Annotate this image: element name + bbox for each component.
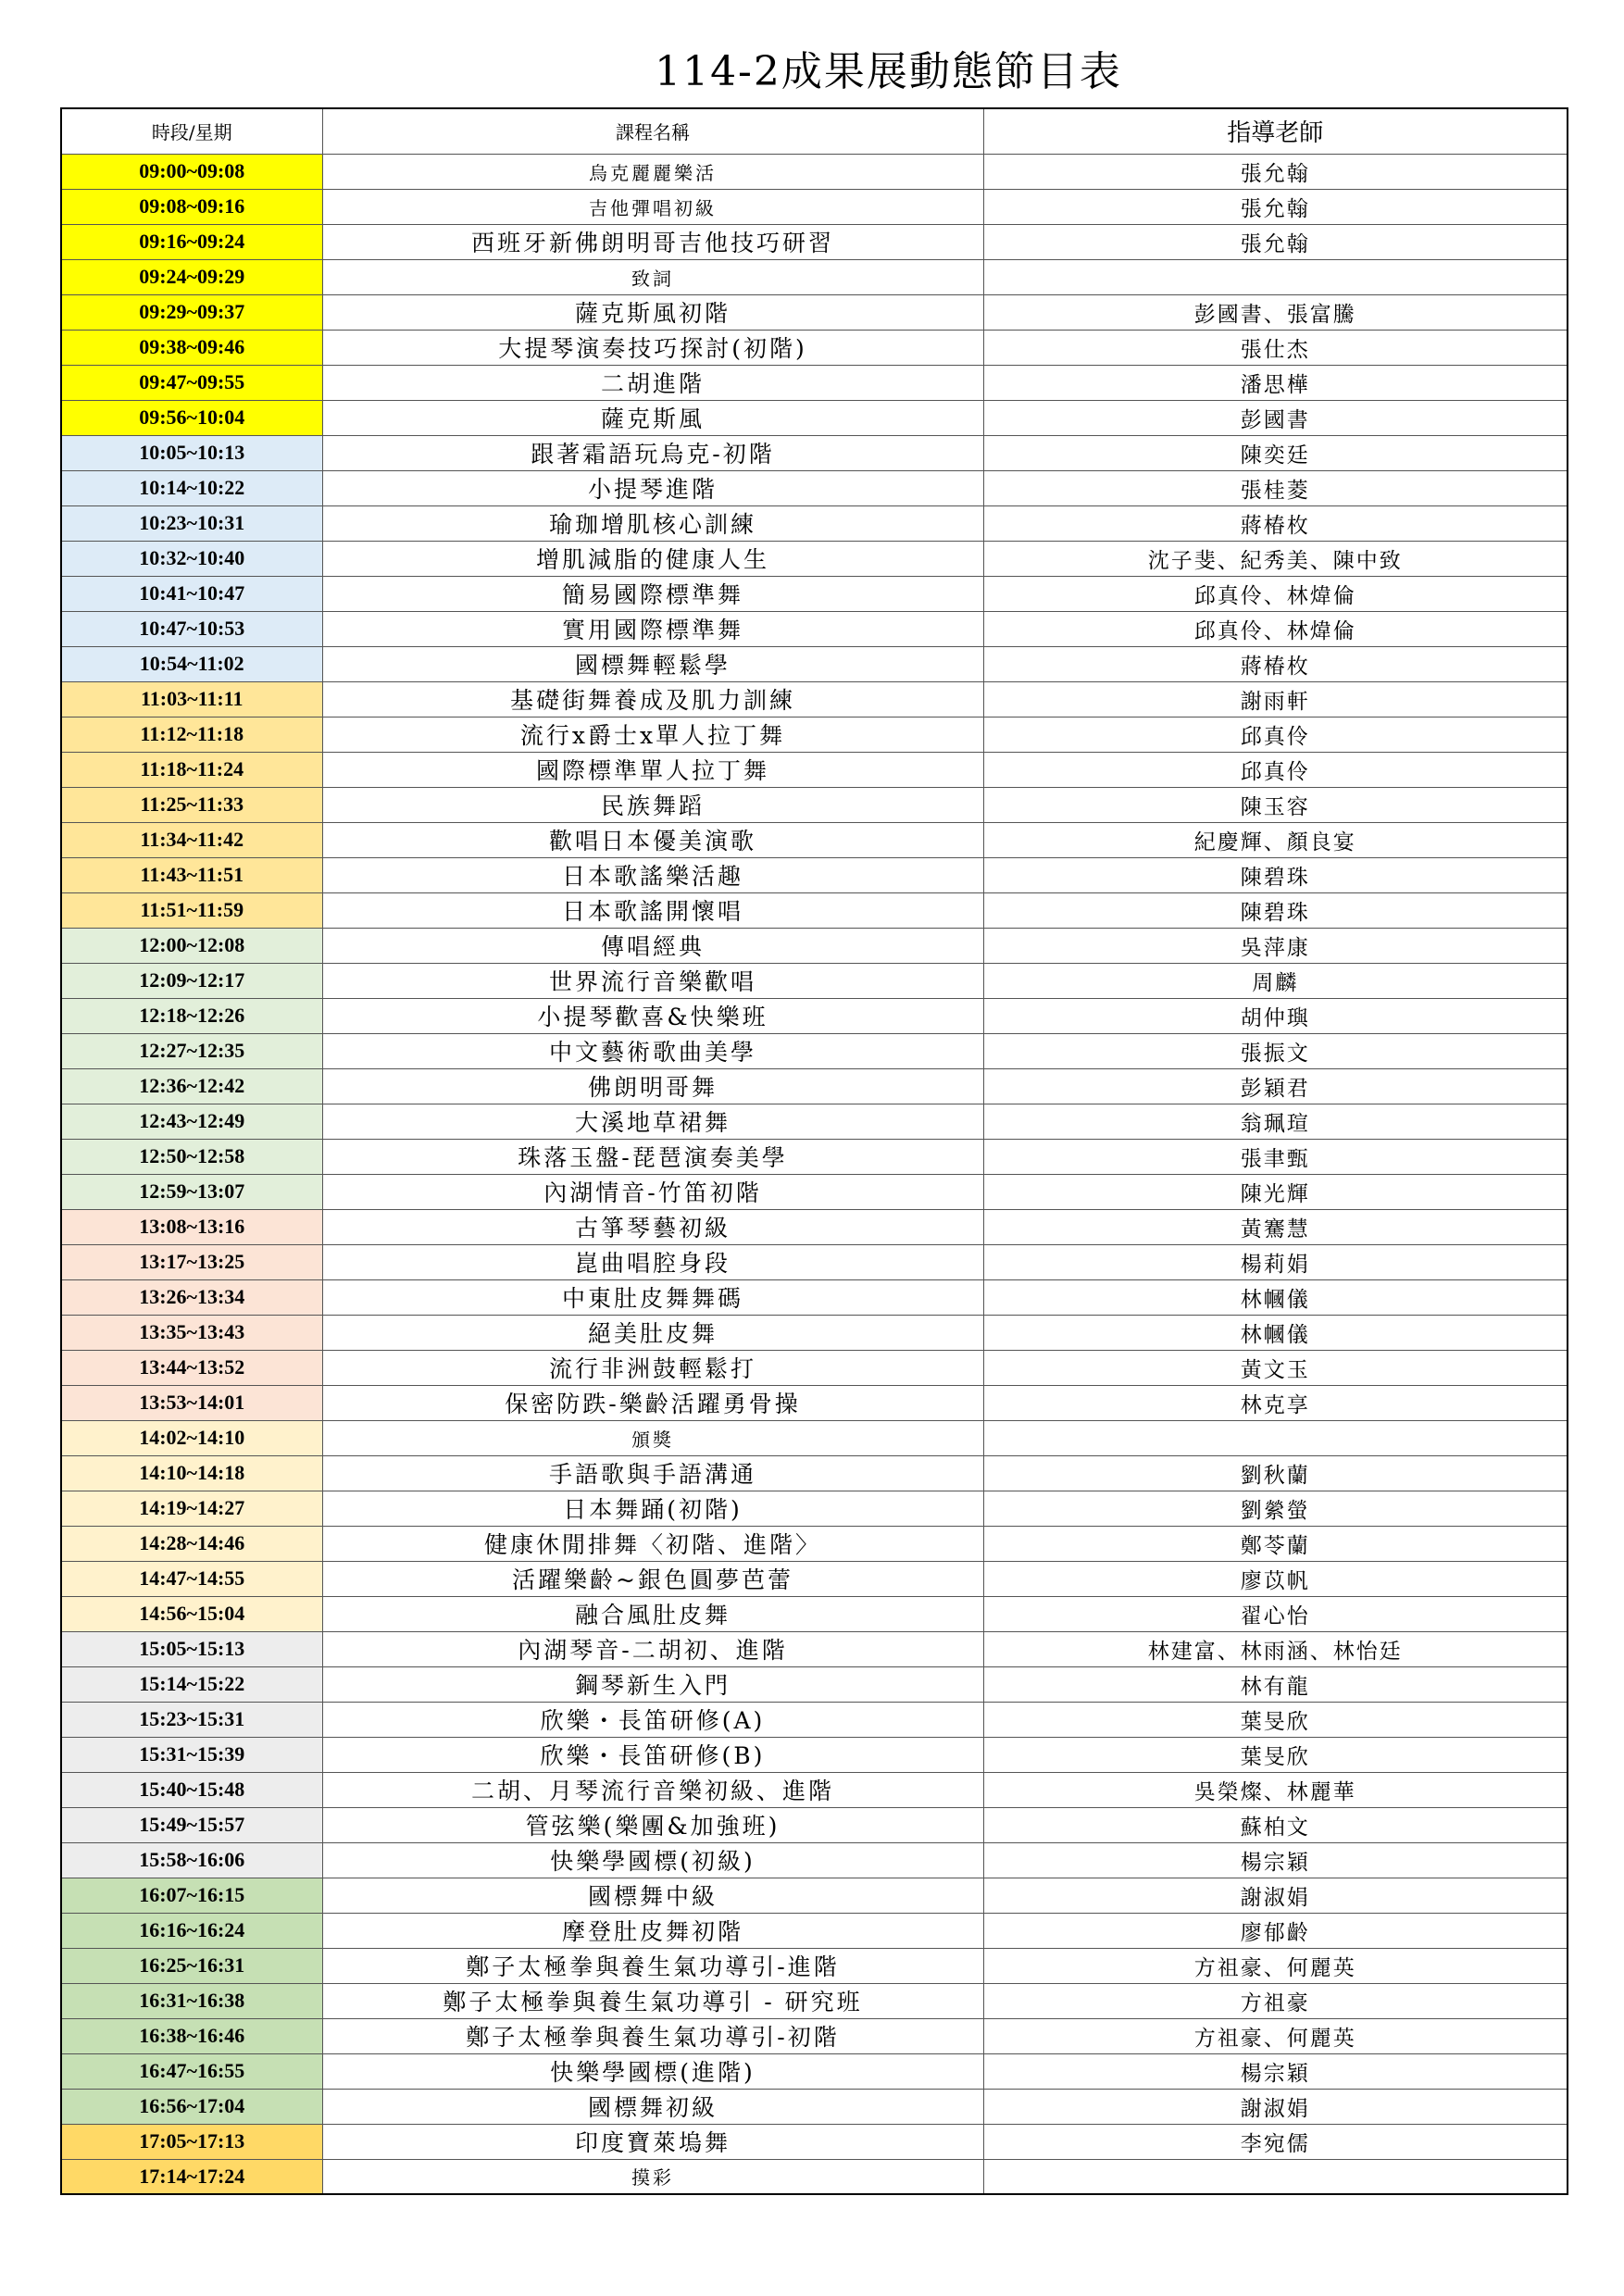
time-slot-cell: 12:43~12:49 [61, 1104, 322, 1139]
table-row [61, 1068, 1568, 1104]
teacher-cell: 彭穎君 [983, 1068, 1568, 1104]
course-name-cell: 融合風肚皮舞 [322, 1596, 983, 1631]
teacher-cell: 黃騫慧 [983, 1209, 1568, 1244]
time-slot-cell: 13:53~14:01 [61, 1385, 322, 1420]
time-slot-cell: 14:10~14:18 [61, 1455, 322, 1491]
course-name-cell: 二胡、月琴流行音樂初級、進階 [322, 1772, 983, 1807]
table-row [61, 2053, 1568, 2089]
table-row [61, 1913, 1568, 1948]
table-row [61, 963, 1568, 998]
course-name-cell: 流行非洲鼓輕鬆打 [322, 1350, 983, 1385]
table-row [61, 787, 1568, 822]
table-row [61, 365, 1568, 400]
course-name-cell: 實用國際標準舞 [322, 611, 983, 646]
teacher-cell: 吳榮燦、林麗華 [983, 1772, 1568, 1807]
course-name-cell: 西班牙新佛朗明哥吉他技巧研習 [322, 224, 983, 259]
course-name-cell: 鄭子太極拳與養生氣功導引 - 研究班 [322, 1983, 983, 2018]
teacher-cell: 翟心怡 [983, 1596, 1568, 1631]
teacher-cell: 劉縈螢 [983, 1491, 1568, 1526]
time-slot-cell: 10:05~10:13 [61, 435, 322, 470]
table-row [61, 1385, 1568, 1420]
course-name-cell: 大溪地草裙舞 [322, 1104, 983, 1139]
course-name-cell: 中東肚皮舞舞碼 [322, 1279, 983, 1315]
time-slot-cell: 09:24~09:29 [61, 259, 322, 294]
table-row [61, 1139, 1568, 1174]
course-name-cell: 健康休閒排舞〈初階、進階〉 [322, 1526, 983, 1561]
teacher-cell: 楊莉娟 [983, 1244, 1568, 1279]
table-row [61, 1948, 1568, 1983]
teacher-cell: 張允翰 [983, 154, 1568, 189]
table-row [61, 892, 1568, 928]
teacher-cell: 邱真伶 [983, 717, 1568, 752]
time-slot-cell: 11:25~11:33 [61, 787, 322, 822]
time-slot-cell: 11:12~11:18 [61, 717, 322, 752]
teacher-cell: 謝雨軒 [983, 681, 1568, 717]
time-slot-cell: 14:02~14:10 [61, 1420, 322, 1455]
table-row [61, 1526, 1568, 1561]
course-name-cell: 二胡進階 [322, 365, 983, 400]
course-name-cell: 中文藝術歌曲美學 [322, 1033, 983, 1068]
time-slot-cell: 16:56~17:04 [61, 2089, 322, 2124]
teacher-cell: 楊宗穎 [983, 1842, 1568, 1878]
teacher-cell: 陳光輝 [983, 1174, 1568, 1209]
time-slot-cell: 09:29~09:37 [61, 294, 322, 330]
time-slot-cell: 13:26~13:34 [61, 1279, 322, 1315]
course-name-cell: 頒獎 [322, 1420, 983, 1455]
time-slot-cell: 13:17~13:25 [61, 1244, 322, 1279]
course-name-cell: 鄭子太極拳與養生氣功導引-初階 [322, 2018, 983, 2053]
header-course: 課程名稱 [322, 108, 983, 154]
header-teacher: 指導老師 [983, 108, 1568, 154]
table-row [61, 1491, 1568, 1526]
course-name-cell: 世界流行音樂歡唱 [322, 963, 983, 998]
table-row [61, 752, 1568, 787]
course-name-cell: 快樂學國標(初級) [322, 1842, 983, 1878]
teacher-cell: 黃文玉 [983, 1350, 1568, 1385]
course-name-cell: 民族舞蹈 [322, 787, 983, 822]
time-slot-cell: 10:23~10:31 [61, 505, 322, 541]
course-name-cell: 大提琴演奏技巧探討(初階) [322, 330, 983, 365]
table-row [61, 1772, 1568, 1807]
course-name-cell: 鄭子太極拳與養生氣功導引-進階 [322, 1948, 983, 1983]
teacher-cell: 鄭苓蘭 [983, 1526, 1568, 1561]
time-slot-cell: 13:08~13:16 [61, 1209, 322, 1244]
table-row [61, 2018, 1568, 2053]
table-row [61, 1842, 1568, 1878]
course-name-cell: 欣樂・長笛研修(A) [322, 1702, 983, 1737]
time-slot-cell: 15:31~15:39 [61, 1737, 322, 1772]
teacher-cell: 楊宗穎 [983, 2053, 1568, 2089]
time-slot-cell: 09:38~09:46 [61, 330, 322, 365]
course-name-cell: 鋼琴新生入門 [322, 1666, 983, 1702]
time-slot-cell: 15:14~15:22 [61, 1666, 322, 1702]
teacher-cell: 李宛儒 [983, 2124, 1568, 2159]
table-row [61, 1983, 1568, 2018]
time-slot-cell: 16:38~16:46 [61, 2018, 322, 2053]
teacher-cell: 邱真伶、林煒倫 [983, 576, 1568, 611]
table-row [61, 189, 1568, 224]
table-body [61, 154, 1568, 2194]
time-slot-cell: 10:54~11:02 [61, 646, 322, 681]
course-name-cell: 摸彩 [322, 2159, 983, 2194]
table-row [61, 1420, 1568, 1455]
course-name-cell: 國標舞初級 [322, 2089, 983, 2124]
time-slot-cell: 14:56~15:04 [61, 1596, 322, 1631]
course-name-cell: 佛朗明哥舞 [322, 1068, 983, 1104]
table-row [61, 2124, 1568, 2159]
time-slot-cell: 14:19~14:27 [61, 1491, 322, 1526]
course-name-cell: 增肌減脂的健康人生 [322, 541, 983, 576]
course-name-cell: 國標舞中級 [322, 1878, 983, 1913]
time-slot-cell: 12:18~12:26 [61, 998, 322, 1033]
teacher-cell: 潘思樺 [983, 365, 1568, 400]
header-row [61, 108, 1568, 154]
table-row [61, 1315, 1568, 1350]
time-slot-cell: 09:56~10:04 [61, 400, 322, 435]
teacher-cell: 廖苡帆 [983, 1561, 1568, 1596]
teacher-cell: 吳萍康 [983, 928, 1568, 963]
course-name-cell: 快樂學國標(進階) [322, 2053, 983, 2089]
time-slot-cell: 16:16~16:24 [61, 1913, 322, 1948]
table-row [61, 1702, 1568, 1737]
course-name-cell: 簡易國際標準舞 [322, 576, 983, 611]
teacher-cell: 謝淑娟 [983, 1878, 1568, 1913]
teacher-cell: 張允翰 [983, 189, 1568, 224]
table-row [61, 541, 1568, 576]
course-name-cell: 手語歌與手語溝通 [322, 1455, 983, 1491]
course-name-cell: 國際標準單人拉丁舞 [322, 752, 983, 787]
teacher-cell: 葉旻欣 [983, 1737, 1568, 1772]
table-row [61, 717, 1568, 752]
time-slot-cell: 12:27~12:35 [61, 1033, 322, 1068]
course-name-cell: 摩登肚皮舞初階 [322, 1913, 983, 1948]
page-title: 114-2成果展動態節目表 [655, 48, 1122, 95]
teacher-cell: 蘇柏文 [983, 1807, 1568, 1842]
table-row [61, 1279, 1568, 1315]
table-row [61, 330, 1568, 365]
time-slot-cell: 16:47~16:55 [61, 2053, 322, 2089]
table-row [61, 822, 1568, 857]
teacher-cell: 紀慶輝、顏良宴 [983, 822, 1568, 857]
time-slot-cell: 15:40~15:48 [61, 1772, 322, 1807]
time-slot-cell: 15:58~16:06 [61, 1842, 322, 1878]
table-row [61, 1455, 1568, 1491]
teacher-cell: 林幗儀 [983, 1315, 1568, 1350]
time-slot-cell: 12:09~12:17 [61, 963, 322, 998]
time-slot-cell: 12:36~12:42 [61, 1068, 322, 1104]
time-slot-cell: 17:14~17:24 [61, 2159, 322, 2194]
teacher-cell: 葉旻欣 [983, 1702, 1568, 1737]
time-slot-cell: 11:34~11:42 [61, 822, 322, 857]
table-row [61, 470, 1568, 505]
table-row [61, 505, 1568, 541]
course-name-cell: 活躍樂齡~銀色圓夢芭蕾 [322, 1561, 983, 1596]
course-name-cell: 跟著霜語玩烏克-初階 [322, 435, 983, 470]
course-name-cell: 致詞 [322, 259, 983, 294]
teacher-cell: 陳奕廷 [983, 435, 1568, 470]
teacher-cell: 林有龍 [983, 1666, 1568, 1702]
course-name-cell: 日本歌謠樂活趣 [322, 857, 983, 892]
teacher-cell: 沈子斐、紀秀美、陳中致 [983, 541, 1568, 576]
course-name-cell: 瑜珈增肌核心訓練 [322, 505, 983, 541]
table-row [61, 1350, 1568, 1385]
course-name-cell: 烏克麗麗樂活 [322, 154, 983, 189]
table-row [61, 928, 1568, 963]
teacher-cell: 邱真伶、林煒倫 [983, 611, 1568, 646]
time-slot-cell: 10:32~10:40 [61, 541, 322, 576]
teacher-cell: 蔣椿枚 [983, 505, 1568, 541]
time-slot-cell: 17:05~17:13 [61, 2124, 322, 2159]
table-row [61, 154, 1568, 189]
course-name-cell: 傳唱經典 [322, 928, 983, 963]
course-name-cell: 崑曲唱腔身段 [322, 1244, 983, 1279]
course-name-cell: 內湖情音-竹笛初階 [322, 1174, 983, 1209]
table-row [61, 2159, 1568, 2194]
course-name-cell: 印度寶萊塢舞 [322, 2124, 983, 2159]
table-row [61, 857, 1568, 892]
teacher-cell [983, 2159, 1568, 2194]
table-header [61, 108, 1568, 154]
teacher-cell: 方祖豪、何麗英 [983, 2018, 1568, 2053]
teacher-cell: 張振文 [983, 1033, 1568, 1068]
table-row [61, 259, 1568, 294]
teacher-cell: 周麟 [983, 963, 1568, 998]
teacher-cell: 林幗儀 [983, 1279, 1568, 1315]
table-row [61, 1174, 1568, 1209]
course-name-cell: 珠落玉盤-琵琶演奏美學 [322, 1139, 983, 1174]
time-slot-cell: 16:31~16:38 [61, 1983, 322, 2018]
course-name-cell: 日本歌謠開懷唱 [322, 892, 983, 928]
table-row [61, 1631, 1568, 1666]
course-name-cell: 小提琴進階 [322, 470, 983, 505]
time-slot-cell: 09:47~09:55 [61, 365, 322, 400]
time-slot-cell: 13:35~13:43 [61, 1315, 322, 1350]
time-slot-cell: 14:28~14:46 [61, 1526, 322, 1561]
table-row [61, 1807, 1568, 1842]
time-slot-cell: 16:25~16:31 [61, 1948, 322, 1983]
teacher-cell: 陳碧珠 [983, 892, 1568, 928]
teacher-cell: 蔣椿枚 [983, 646, 1568, 681]
time-slot-cell: 12:00~12:08 [61, 928, 322, 963]
course-name-cell: 流行x爵士x單人拉丁舞 [322, 717, 983, 752]
teacher-cell: 方祖豪 [983, 1983, 1568, 2018]
table-row [61, 1737, 1568, 1772]
course-name-cell: 欣樂・長笛研修(B) [322, 1737, 983, 1772]
time-slot-cell: 10:47~10:53 [61, 611, 322, 646]
course-name-cell: 吉他彈唱初級 [322, 189, 983, 224]
course-name-cell: 基礎街舞養成及肌力訓練 [322, 681, 983, 717]
teacher-cell: 彭國書、張富騰 [983, 294, 1568, 330]
teacher-cell: 劉秋蘭 [983, 1455, 1568, 1491]
table-row [61, 681, 1568, 717]
time-slot-cell: 09:16~09:24 [61, 224, 322, 259]
teacher-cell [983, 1420, 1568, 1455]
table-row [61, 1561, 1568, 1596]
course-name-cell: 古箏琴藝初級 [322, 1209, 983, 1244]
teacher-cell: 謝淑娟 [983, 2089, 1568, 2124]
table-row [61, 611, 1568, 646]
time-slot-cell: 15:05~15:13 [61, 1631, 322, 1666]
teacher-cell: 張聿甄 [983, 1139, 1568, 1174]
time-slot-cell: 15:23~15:31 [61, 1702, 322, 1737]
time-slot-cell: 09:08~09:16 [61, 189, 322, 224]
header-time: 時段/星期 [61, 108, 322, 154]
teacher-cell: 林克享 [983, 1385, 1568, 1420]
teacher-cell: 張允翰 [983, 224, 1568, 259]
course-name-cell: 薩克斯風初階 [322, 294, 983, 330]
table-row [61, 646, 1568, 681]
teacher-cell: 彭國書 [983, 400, 1568, 435]
time-slot-cell: 16:07~16:15 [61, 1878, 322, 1913]
teacher-cell: 胡仲璵 [983, 998, 1568, 1033]
table-row [61, 1596, 1568, 1631]
course-name-cell: 國標舞輕鬆學 [322, 646, 983, 681]
schedule-table [60, 107, 1568, 2195]
teacher-cell [983, 259, 1568, 294]
teacher-cell: 張桂菱 [983, 470, 1568, 505]
teacher-cell: 方祖豪、何麗英 [983, 1948, 1568, 1983]
time-slot-cell: 09:00~09:08 [61, 154, 322, 189]
time-slot-cell: 11:43~11:51 [61, 857, 322, 892]
teacher-cell: 廖郁齡 [983, 1913, 1568, 1948]
course-name-cell: 管弦樂(樂團&加強班) [322, 1807, 983, 1842]
table-row [61, 400, 1568, 435]
table-row [61, 435, 1568, 470]
table-row [61, 1104, 1568, 1139]
table-row [61, 1666, 1568, 1702]
table-row [61, 576, 1568, 611]
table-row [61, 224, 1568, 259]
time-slot-cell: 11:18~11:24 [61, 752, 322, 787]
teacher-cell: 邱真伶 [983, 752, 1568, 787]
course-name-cell: 薩克斯風 [322, 400, 983, 435]
time-slot-cell: 11:51~11:59 [61, 892, 322, 928]
teacher-cell: 陳碧珠 [983, 857, 1568, 892]
teacher-cell: 林建富、林雨涵、林怡廷 [983, 1631, 1568, 1666]
time-slot-cell: 10:14~10:22 [61, 470, 322, 505]
table-row [61, 1209, 1568, 1244]
teacher-cell: 陳玉容 [983, 787, 1568, 822]
table-row [61, 1033, 1568, 1068]
teacher-cell: 翁珮瑄 [983, 1104, 1568, 1139]
time-slot-cell: 12:50~12:58 [61, 1139, 322, 1174]
course-name-cell: 歡唱日本優美演歌 [322, 822, 983, 857]
table-row [61, 294, 1568, 330]
course-name-cell: 日本舞踊(初階) [322, 1491, 983, 1526]
course-name-cell: 保密防跌-樂齡活躍勇骨操 [322, 1385, 983, 1420]
course-name-cell: 內湖琴音-二胡初、進階 [322, 1631, 983, 1666]
time-slot-cell: 11:03~11:11 [61, 681, 322, 717]
table-row [61, 1878, 1568, 1913]
table-row [61, 2089, 1568, 2124]
time-slot-cell: 15:49~15:57 [61, 1807, 322, 1842]
time-slot-cell: 13:44~13:52 [61, 1350, 322, 1385]
course-name-cell: 小提琴歡喜&快樂班 [322, 998, 983, 1033]
course-name-cell: 絕美肚皮舞 [322, 1315, 983, 1350]
table-row [61, 998, 1568, 1033]
time-slot-cell: 12:59~13:07 [61, 1174, 322, 1209]
table-row [61, 1244, 1568, 1279]
time-slot-cell: 14:47~14:55 [61, 1561, 322, 1596]
teacher-cell: 張仕杰 [983, 330, 1568, 365]
time-slot-cell: 10:41~10:47 [61, 576, 322, 611]
